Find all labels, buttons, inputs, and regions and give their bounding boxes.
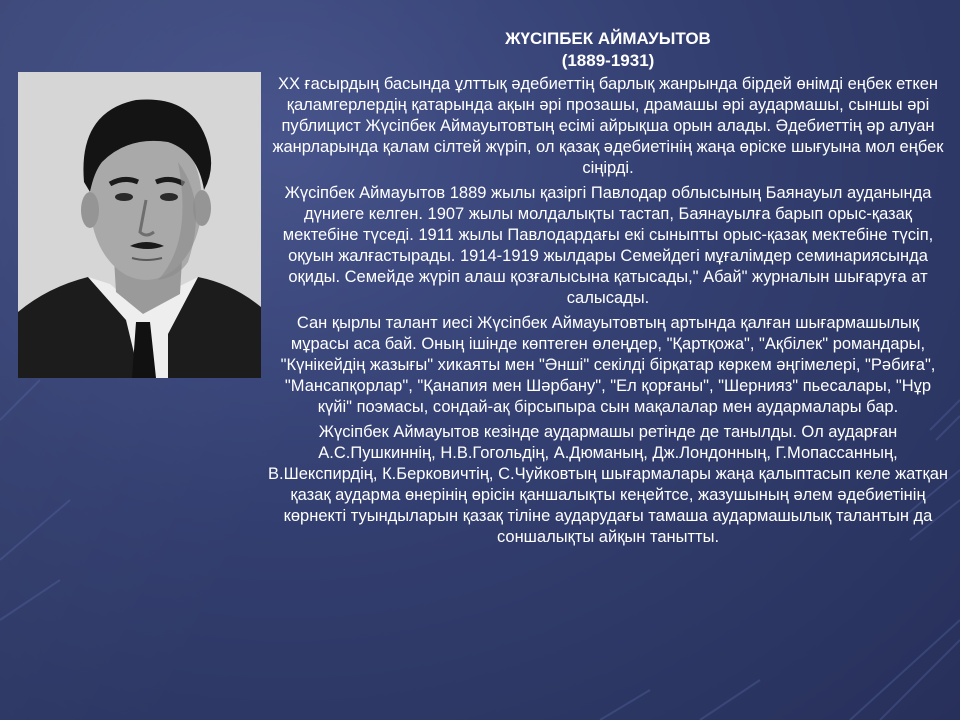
biography-text [268, 28, 948, 552]
paragraph-intro: ХХ ғасырдың басында ұлттық әдебиеттің барлық жанрында бірдей өнімді еңбек еткен қаламгерлердің қатарында ақын әрі прозашы, драмашы әрі аудармашы, сыншы әрі публицист Жүсіпбек Аймауытовтың есімі айрықша орын алады. Әдебиеттің әр алуан жанрларында қалам сілтей жүріп, ол қазақ әдебиетінің жаңа өріске шығуына мол еңбек сіңірді. [272, 75, 944, 177]
paragraph-works: Сан қырлы талант иесі Жүсіпбек Аймауытовтың артында қалған шығармашылық мұрасы аса бай. Оның ішінде көптеген өлеңдер, "Қартқожа", "Ақбілек" романдары, "Күнікейдің жазығы" хикаяты мен "Әнші" секілді бірқатар көркем әңгімелері, "Рәбиға", "Мансапқорлар", "Қанапия мен Шәрбану", "Ел қорғаны", "Шернияз" пьесалары, "Нұр күйі" поэмасы, сондай-ақ бірсыпыра сын мақалалар мен аудармалары бар. [280, 314, 936, 416]
paragraph-biography: Жүсіпбек Аймауытов 1889 жылы қазіргі Павлодар облысының Баянауыл ауданында дүниеге келген. 1907 жылы молдалықты тастап, Баянауылға барып орыс-қазақ мектебіне түседі. 1911 жылы Павлодардағы екі сыныпты орыс-қазақ мектебіне түсіп, оқуын жалғастырады. 1914-1919 жылдары Семейдегі мұғалімдер семинариясында оқиды. Семейде жүріп алаш қозғалысына қатысады," Абай" журналын шығаруға ат салысады. [282, 184, 934, 307]
life-years: (1889-1931) [561, 51, 655, 70]
slide-title: ЖҮСІПБЕК АЙМАУЫТОВ [505, 29, 711, 48]
portrait-photo [18, 72, 261, 378]
paragraph-translations: Жүсіпбек Аймауытов кезінде аудармашы ретінде де танылды. Ол аударған А.С.Пушкиннің, Н.В.Гогольдің, А.Дюманың, Дж.Лондонның, Г.Мопассанның, В.Шекспирдің, К.Берковичтің, С.Чуйковтың шығармалары жаңа қалыптасып келе жатқан қазақ аударма өнерінің өрісін қаншалықты кеңейтсе, жазушының әлем әдебиетінің көрнекті туындыларын қазақ тіліне аударудағы тамаша аудармашылық талантын да соншалықты айқын танытты. [268, 423, 948, 546]
